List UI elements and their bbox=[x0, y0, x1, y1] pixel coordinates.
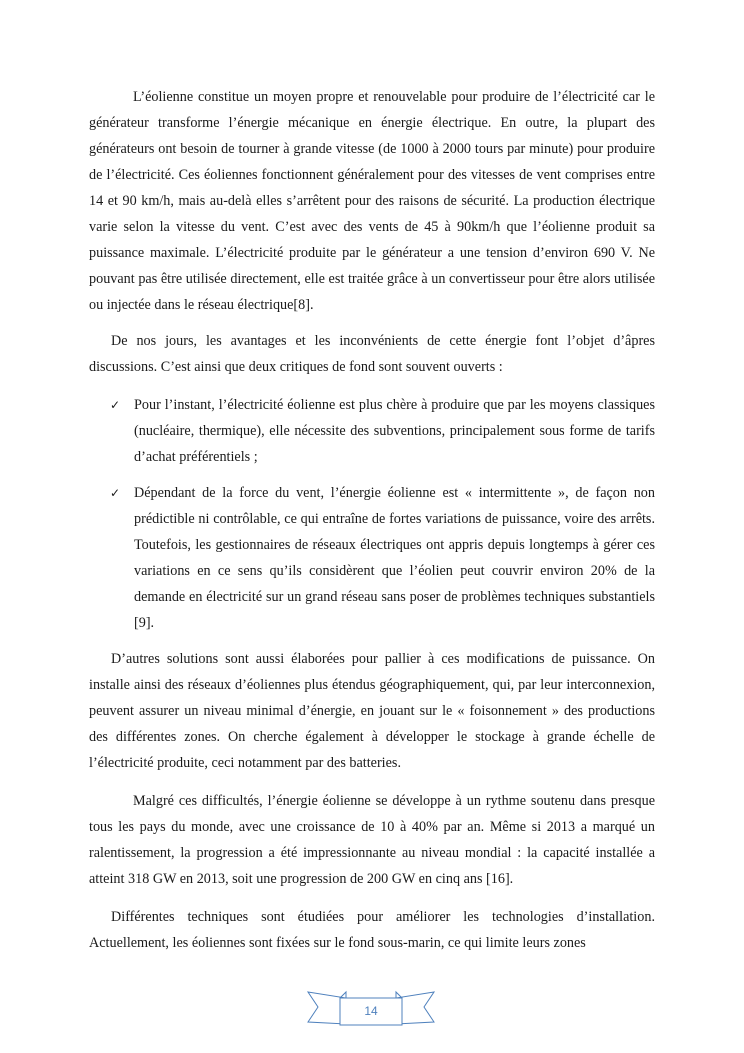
paragraph-techniques: Différentes techniques sont étudiées pour améliorer les technologies d’installation. Actuellement, les éoliennes sont fixées sur le fond sous-marin, ce qui limite leurs zones bbox=[89, 909, 655, 951]
paragraph-eolienne-intro: L’éolienne constitue un moyen propre et renouvelable pour produire de l’électricité car le générateur transforme l’énergie mécanique en énergie électrique. En outre, la plupart des générateurs ont besoin de tourner à grande vitesse (de 1000 à 2000 tours par minute) pour produire de l’électricité. Ces éoliennes fonctionnent généralement pour des vitesses de vent comprises entre 14 et 90 km/h, mais au-delà elles s’arrêtent pour des raisons de sécurité. La production électrique varie selon la vitesse du vent. C’est avec des vents de 45 à 90km/h que l’éolienne produit sa puissance maximale. L’électricité produite par le générateur a une tension d’environ 690 V. Ne pouvant pas être utilisée directement, elle est traitée grâce à un convertisseur pour être alors utilisée ou injectée dans le réseau électrique[8]. bbox=[89, 89, 655, 313]
paragraph-avantages-inconvenients: De nos jours, les avantages et les inconvénients de cette énergie font l’objet d’âpres discussions. C’est ainsi que deux critiques de fond sont souvent ouverts : bbox=[89, 333, 655, 375]
list-item bbox=[89, 480, 655, 636]
page-number: 14 bbox=[364, 1004, 378, 1018]
checkmark-icon: ✓ bbox=[110, 486, 121, 500]
critiques-list bbox=[89, 392, 655, 636]
paragraph-autres-solutions: D’autres solutions sont aussi élaborées pour pallier à ces modifications de puissance. On installe ainsi des réseaux d’éoliennes plus étendus géographiquement, qui, par leur interconnexion, peuvent assurer un niveau minimal d’énergie, en jouant sur le « foisonnement » des productions des différentes zones. On cherche également à développer le stockage à grande échelle de l’électricité produite, ceci notamment par des batteries. bbox=[89, 651, 655, 771]
checkmark-icon: ✓ bbox=[110, 398, 121, 412]
page-footer bbox=[306, 990, 436, 1030]
list-item-text: Pour l’instant, l’électricité éolienne est plus chère à produire que par les moyens classiques (nucléaire, thermique), elle nécessite des subventions, principalement sous forme de tarifs d’achat préférentiels ; bbox=[134, 397, 655, 465]
paragraph-croissance: Malgré ces difficultés, l’énergie éolienne se développe à un rythme soutenu dans presque tous les pays du monde, avec une croissance de 10 à 40% par an. Même si 2013 a marqué un ralentissement, la progression a été impressionnante au niveau mondial : la capacité installée a atteint 318 GW en 2013, soit une progression de 200 GW en cinq ans [16]. bbox=[89, 793, 655, 887]
page-body bbox=[89, 84, 655, 956]
list-item-text: Dépendant de la force du vent, l’énergie éolienne est « intermittente », de façon non prédictible ni contrôlable, ce qui entraîne de fortes variations de puissance, voire des arrêts. Toutefois, les gestionnaires de réseaux électriques ont appris depuis longtemps à gérer ces variations en ce sens qu’ils considèrent que l’éolien peut couvrir environ 20% de la demande en électricité sur un grand réseau sans poser de problèmes techniques substantiels [9]. bbox=[134, 485, 655, 631]
list-item bbox=[89, 392, 655, 470]
